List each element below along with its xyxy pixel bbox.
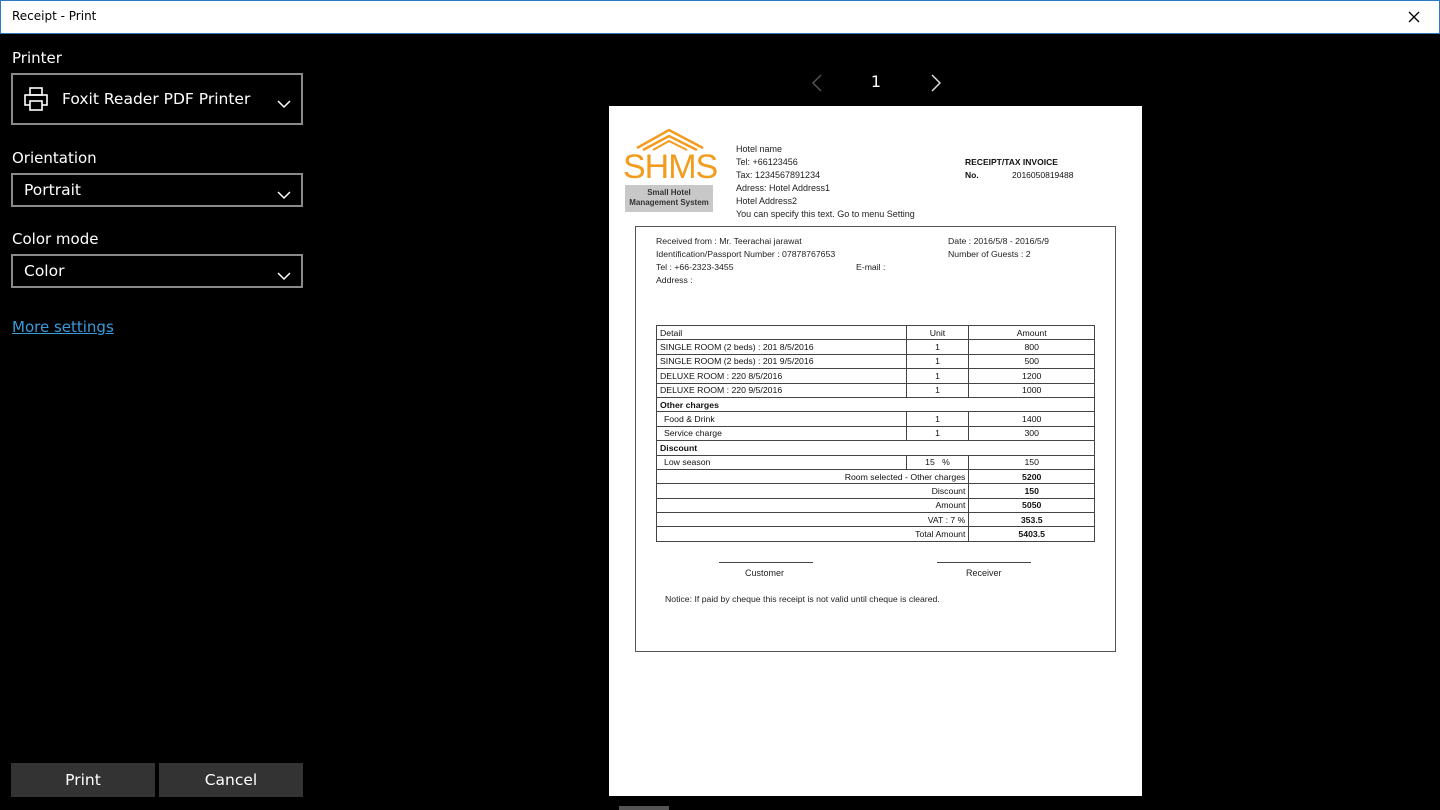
orientation-label: Orientation — [12, 149, 97, 167]
color-mode-label: Color mode — [12, 230, 99, 248]
customer-tel: Tel : +66-2323-3455 — [656, 262, 734, 272]
total-row — [657, 484, 1095, 498]
item-unit: 1 — [906, 426, 969, 440]
table-row — [657, 383, 1095, 397]
received-from: Received from : Mr. Teerachai jarawat — [656, 236, 802, 246]
more-settings-link[interactable]: More settings — [12, 318, 114, 336]
column-header: Unit — [906, 326, 969, 340]
item-amount: 1200 — [969, 369, 1095, 383]
title-bar — [0, 0, 1440, 34]
section-row — [657, 441, 1095, 455]
item-unit: 1 — [906, 412, 969, 426]
section-row — [657, 397, 1095, 411]
total-value: 5200 — [969, 469, 1095, 483]
table-row — [657, 354, 1095, 368]
hotel-line: Hotel name — [736, 144, 783, 154]
cancel-button[interactable]: Cancel — [159, 763, 303, 797]
total-value: 5050 — [969, 498, 1095, 512]
logo-sub2: Management System — [629, 198, 709, 207]
color-mode-value: Color — [24, 262, 65, 280]
preview-scrollbar[interactable] — [619, 806, 669, 810]
receipt-title: RECEIPT/TAX INVOICE — [965, 157, 1058, 167]
item-unit: 1 — [906, 354, 969, 368]
hotel-line: Tax: 1234567891234 — [736, 170, 821, 180]
customer-signature-line — [719, 562, 813, 563]
column-header: Detail — [657, 326, 907, 340]
table-row — [657, 426, 1095, 440]
orientation-value: Portrait — [24, 181, 81, 199]
stay-date: Date : 2016/5/8 - 2016/5/9 — [948, 236, 1049, 246]
item-detail: DELUXE ROOM : 220 9/5/2016 — [657, 383, 907, 397]
item-amount: 1000 — [969, 383, 1095, 397]
column-header: Amount — [969, 326, 1095, 340]
item-detail: SINGLE ROOM (2 beds) : 201 9/5/2016 — [657, 354, 907, 368]
logo-sub1: Small Hotel — [647, 188, 691, 197]
receiver-signature-label: Receiver — [966, 568, 1002, 578]
customer-info — [656, 235, 835, 287]
close-icon[interactable] — [1401, 5, 1427, 29]
total-value: 5403.5 — [969, 527, 1095, 541]
total-row — [657, 498, 1095, 512]
item-detail: Low season — [657, 455, 907, 469]
total-label: Discount — [657, 484, 969, 498]
item-detail: SINGLE ROOM (2 beds) : 201 8/5/2016 — [657, 340, 907, 354]
print-settings-panel — [0, 34, 314, 810]
discount-heading: Discount — [657, 441, 1095, 455]
table-row — [657, 455, 1095, 469]
chevron-down-icon — [277, 94, 291, 113]
receipt-no-label: No. — [965, 170, 979, 180]
hotel-line: You can specify this text. Go to menu Setting — [736, 209, 915, 219]
receiver-signature-line — [937, 562, 1031, 563]
total-label: Total Amount — [657, 527, 969, 541]
table-row — [657, 412, 1095, 426]
item-amount: 150 — [969, 455, 1095, 469]
item-unit: 15 % — [906, 455, 969, 469]
receipt-items-table — [656, 325, 1095, 542]
logo-text: SHMS — [623, 148, 718, 186]
hotel-line: Tel: +66123456 — [736, 157, 798, 167]
shms-logo — [623, 128, 718, 214]
customer-address: Address : — [656, 275, 693, 285]
chevron-right-icon[interactable] — [927, 72, 945, 94]
total-value: 353.5 — [969, 513, 1095, 527]
total-row — [657, 527, 1095, 541]
total-label: Amount — [657, 498, 969, 512]
table-header-row — [657, 326, 1095, 340]
orientation-select[interactable] — [11, 173, 303, 207]
item-unit: 1 — [906, 383, 969, 397]
total-label: Room selected - Other charges — [657, 469, 969, 483]
other-charges-heading: Other charges — [657, 397, 1095, 411]
guest-count: Number of Guests : 2 — [948, 249, 1031, 259]
total-value: 150 — [969, 484, 1095, 498]
item-unit: 1 — [906, 369, 969, 383]
item-amount: 500 — [969, 354, 1095, 368]
total-row — [657, 469, 1095, 483]
item-detail: DELUXE ROOM : 220 8/5/2016 — [657, 369, 907, 383]
item-detail: Service charge — [657, 426, 907, 440]
color-mode-select[interactable] — [11, 254, 303, 288]
item-amount: 800 — [969, 340, 1095, 354]
customer-email: E-mail : — [856, 262, 886, 272]
stay-info — [948, 235, 1049, 261]
id-passport: Identification/Passport Number : 07878767653 — [656, 249, 836, 259]
printer-select[interactable] — [11, 73, 303, 125]
print-preview-page — [609, 106, 1142, 796]
item-amount: 300 — [969, 426, 1095, 440]
chevron-left-icon[interactable] — [808, 72, 826, 94]
hotel-line: Adress: Hotel Address1 — [736, 183, 831, 193]
hotel-line: Hotel Address2 — [736, 196, 798, 206]
hotel-info — [736, 143, 915, 221]
table-row — [657, 369, 1095, 383]
table-row — [657, 340, 1095, 354]
printer-icon — [23, 86, 49, 116]
item-unit: 1 — [906, 340, 969, 354]
total-label: VAT : 7 % — [657, 513, 969, 527]
total-row — [657, 513, 1095, 527]
chevron-down-icon — [277, 185, 291, 204]
item-detail: Food & Drink — [657, 412, 907, 426]
window-title: Receipt - Print — [12, 9, 97, 23]
item-amount: 1400 — [969, 412, 1095, 426]
printer-label: Printer — [12, 49, 62, 67]
page-number: 1 — [870, 72, 882, 91]
printer-value: Foxit Reader PDF Printer — [62, 90, 251, 108]
chevron-down-icon — [277, 266, 291, 285]
cheque-notice: Notice: If paid by cheque this receipt is not valid until cheque is cleared. — [665, 594, 940, 604]
customer-signature-label: Customer — [745, 568, 785, 578]
print-button[interactable]: Print — [11, 763, 155, 797]
receipt-no-value: 2016050819488 — [1012, 170, 1074, 180]
